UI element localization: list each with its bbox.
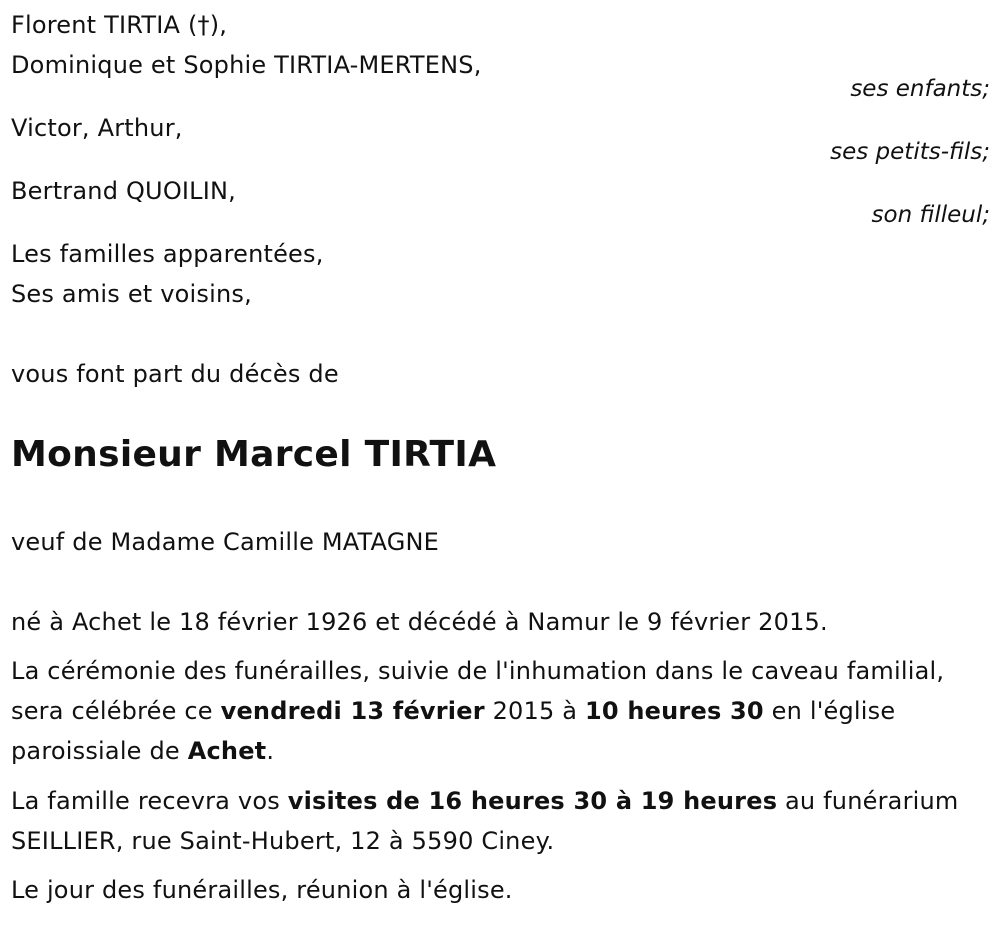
- family-line-godson: Bertrand QUOILIN,: [11, 177, 237, 205]
- ceremony-text-1: La cérémonie des funérailles, suivie de l'inhumation dans le caveau familial, sera célébrée ce: [11, 657, 945, 725]
- family-line-friends: Ses amis et voisins,: [11, 280, 252, 308]
- ceremony-place: Achet: [187, 737, 267, 765]
- deceased-name: Monsieur Marcel TIRTIA: [11, 434, 497, 475]
- role-godson: son filleul;: [871, 202, 990, 228]
- announcement-intro: vous font part du décès de: [11, 360, 339, 388]
- visits-paragraph: [11, 781, 996, 861]
- visits-text-2: au funérarium SEILLIER, rue Saint-Hubert, 12 à 5590 Ciney.: [11, 787, 959, 855]
- final-note: Le jour des funérailles, réunion à l'église.: [11, 876, 513, 904]
- family-line-dominique-sophie: Dominique et Sophie TIRTIA-MERTENS,: [11, 51, 482, 79]
- visits-hours: visites de 16 heures 30 à 19 heures: [287, 787, 778, 815]
- family-line-relatives: Les familles apparentées,: [11, 240, 324, 268]
- family-line-florent: Florent TIRTIA (†),: [11, 11, 228, 39]
- ceremony-text-4: .: [266, 737, 275, 765]
- ceremony-text-2: 2015 à: [484, 697, 586, 725]
- birth-death-info: né à Achet le 18 février 1926 et décédé à Namur le 9 février 2015.: [11, 608, 828, 636]
- visits-text-1: La famille recevra vos: [11, 787, 288, 815]
- role-children: ses enfants;: [850, 76, 990, 102]
- family-line-grandsons: Victor, Arthur,: [11, 114, 183, 142]
- ceremony-time: 10 heures 30: [585, 697, 764, 725]
- ceremony-text-3: en l'église paroissiale de: [11, 697, 896, 765]
- widow-of: veuf de Madame Camille MATAGNE: [11, 528, 440, 556]
- ceremony-date: vendredi 13 février: [220, 697, 485, 725]
- role-grandsons: ses petits-fils;: [830, 139, 990, 165]
- ceremony-paragraph: [11, 651, 996, 771]
